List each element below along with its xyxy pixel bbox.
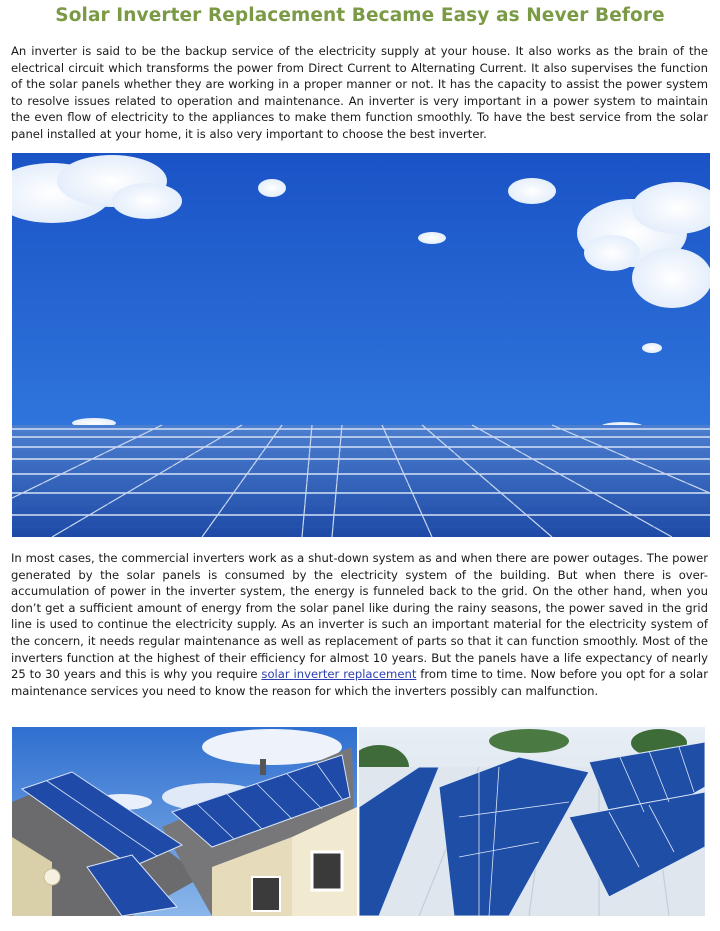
body-paragraph xyxy=(11,550,708,699)
paragraph-text-before-link: In most cases, the commercial inverters work as a shut-down system as and when there are power outages. The power generated by the solar panels is consumed by the electricity system of the building. But when there is over-accumulation of power in the inverter system, the energy is funneled back to the grid. On the other hand, when you don’t get a sufficient amount of energy from the solar panel like during the rainy seasons, the power saved in the grid line is used to continue the electricity supply. As an inverter is such an important material for the electricity system of the concern, it needs regular maintenance as well as replacement of parts so that it can function smoothly. Most of the inverters function at the highest of their efficiency for almost 10 years. But the panels have a life expectancy of nearly 25 to 30 years and this is why you require xyxy=(11,551,708,682)
page-title: Solar Inverter Replacement Became Easy as Never Before xyxy=(55,5,665,26)
intro-paragraph: An inverter is said to be the backup service of the electricity supply at your house. It also works as the brain of the electrical circuit which transforms the power from Direct Current to Alternating Current. It also supervises the function of the solar panels whether they are working in a proper manner or not. It has the capacity to assist the power system to resolve issues related to operation and maintenance. An inverter is very important in a power system to maintain the even flow of electricity to the appliances to make them function smoothly. To have the best service from the solar panel installed at your home, it is also very important to choose the best inverter. xyxy=(11,44,708,141)
solar-field-photo xyxy=(12,153,710,537)
house-roof-panels-photo xyxy=(12,727,357,916)
paragraph-text-after-link: from time to time. Now before you opt for a solar maintenance services you need to know the reason for which the inverters possibly can malfunction. xyxy=(11,667,709,698)
solar-inverter-replacement-link[interactable]: solar inverter replacement xyxy=(261,667,417,682)
solar-panel-array xyxy=(12,425,710,537)
commercial-roof-panels-photo xyxy=(359,727,705,916)
